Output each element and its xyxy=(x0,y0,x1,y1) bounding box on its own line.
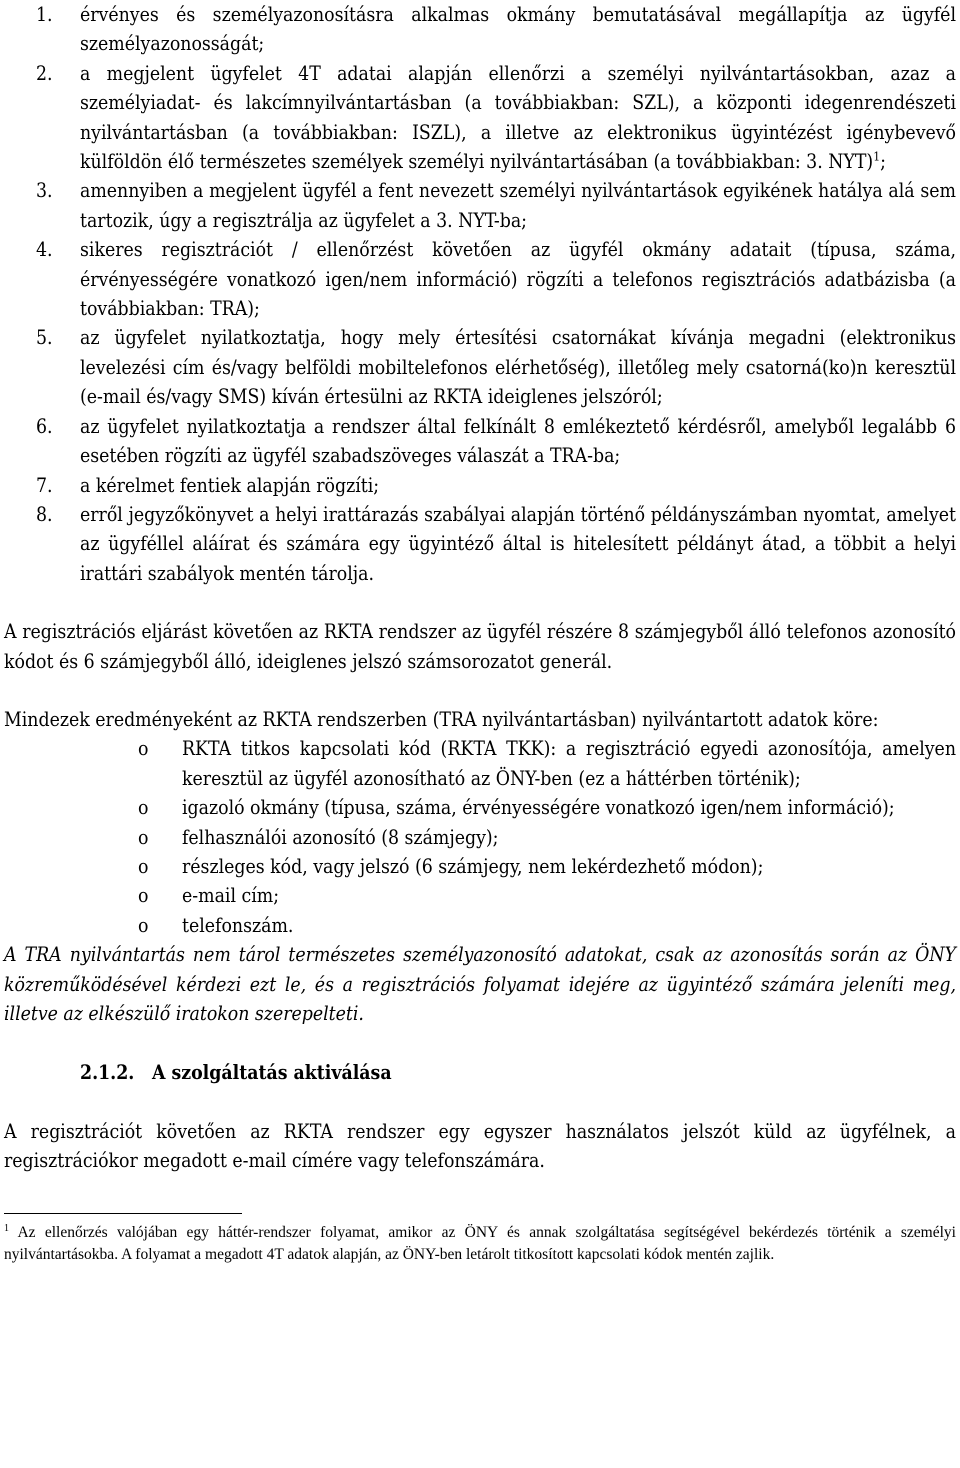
list-item xyxy=(0,176,960,235)
italic-note: A TRA nyilvántartás nem tárol természetes személyazonosító adatokat, csak az azonosítás során az ÖNY közreműködésével kérdezi ezt le, és a regisztrációs folyamat idejére az ügyintéző számára jeleníti meg, illetve az elkészülő iratokon szerepelteti. xyxy=(4,943,956,1025)
list-item xyxy=(0,911,960,940)
footnote-separator xyxy=(4,1213,242,1214)
list-item-number: 1. xyxy=(36,3,53,26)
list-item-number: 4. xyxy=(36,238,53,262)
list-item-text: felhasználói azonosító (8 számjegy); xyxy=(182,825,499,849)
paragraph-spacer xyxy=(0,676,960,705)
list-item xyxy=(0,852,960,881)
paragraph-spacer xyxy=(0,1088,960,1117)
list-item-text: az ügyfelet nyilatkoztatja, hogy mely értesítési csatornákat kívánja megadni (elektronikus levelezési cím és/vagy belföldi mobiltelefonos elérhetőség), illetőleg mely csatorná(ko)n keresztül (e-mail és/vagy SMS) kíván értesülni az RKTA ideiglenes jelszóról; xyxy=(80,326,956,409)
list-item-number: 7. xyxy=(36,473,53,497)
section-heading xyxy=(0,1058,960,1087)
list-item xyxy=(0,59,960,177)
footnote-text: Az ellenőrzés valójában egy háttér-rendszer folyamat, amikor az ÖNY és annak szolgáltatása segítségével bekérdezés történik a személyi nyilvántartásokba. A folyamat a megadott 4T adatok alapján, az ÖNY-ben letárolt titkosított kapcsolati kódok mentén zajlik. xyxy=(4,1223,956,1264)
bullet-marker: o xyxy=(138,854,149,878)
list-item-text: részleges kód, vagy jelszó (6 számjegy, nem lekérdezhető módon); xyxy=(182,854,764,878)
list-item xyxy=(0,323,960,411)
section-title: A szolgáltatás aktiválása xyxy=(152,1061,392,1085)
list-item xyxy=(0,235,960,323)
bullet-marker: o xyxy=(138,884,149,908)
bullet-marker: o xyxy=(138,825,149,849)
list-item xyxy=(0,500,960,588)
list-item-number: 3. xyxy=(36,179,53,203)
footnote-reference[interactable]: 1 xyxy=(873,149,881,164)
footnote-marker: 1 xyxy=(4,1222,9,1234)
footnote xyxy=(0,1222,960,1267)
list-item-number: 2. xyxy=(36,61,53,85)
list-item-number: 8. xyxy=(36,502,53,526)
list-item-text: sikeres regisztrációt / ellenőrzést követően az ügyfél okmány adatait (típusa, száma, érvényességére vonatkozó igen/nem információ) rögzíti a telefonos regisztrációs adatbázisba (a továbbiakban: TRA); xyxy=(80,238,956,321)
procedure-list xyxy=(0,0,960,588)
list-item-text: erről jegyzőkönyvet a helyi irattárazás szabályai alapján történő példányszámban nyomtat, amelyet az ügyféllel aláírat és számára egy ügyintéző által is hitelesített példányt átad, a többit a helyi irattári szabályok mentén tárolja. xyxy=(80,502,956,585)
list-item xyxy=(0,0,960,59)
bullet-marker: o xyxy=(138,796,149,820)
list-item-body: a megjelent ügyfelet 4T adatai alapján ellenőrzi a személyi nyilvántartásokban, azaz a személyiadat- és lakcímnyilvántartásban (a továbbiakban: SZL), a központi idegenrendészeti nyilvántartásban (a továbbiakban: ISZL), a illetve az elektronikus ügyintézést igénybevevő külföldön élő természetes személyek személyi nyilvántartásában (a továbbiakban: 3. NYT) xyxy=(80,61,956,174)
list-item-text: az ügyfelet nyilatkoztatja a rendszer által felkínált 8 emlékeztető kérdésről, amelyből legalább 6 esetében rögzíti az ügyfél szabadszöveges válaszát a TRA-ba; xyxy=(80,414,956,468)
list-item xyxy=(0,471,960,500)
activation-paragraph: A regisztrációt követően az RKTA rendszer egy egyszer használatos jelszót küld az ügyfélnek, a regisztrációkor megadott e-mail címére vagy telefonszámára. xyxy=(4,1119,956,1173)
list-item-text: RKTA titkos kapcsolati kód (RKTA TKK): a regisztráció egyedi azonosítója, amelyen keresztül az ügyfél azonosítható az ÖNY-ben (ez a háttérben történik); xyxy=(182,737,956,790)
bullet-marker: o xyxy=(138,737,149,761)
list-item-text: e-mail cím; xyxy=(182,884,280,908)
section-number: 2.1.2. xyxy=(80,1061,135,1085)
list-item-text: telefonszám. xyxy=(182,913,294,937)
list-item-text: amennyiben a megjelent ügyfél a fent nevezett személyi nyilvántartások egyikének hatálya alá sem tartozik, úgy a regisztrálja az ügyfelet a 3. NYT-ba; xyxy=(80,179,956,232)
bullet-marker: o xyxy=(138,913,149,937)
data-scope-list xyxy=(0,734,960,940)
list-item-text: a kérelmet fentiek alapján rögzíti; xyxy=(80,473,380,497)
list-item xyxy=(0,793,960,822)
data-scope-intro: Mindezek eredményeként az RKTA rendszerben (TRA nyilvántartásban) nyilvántartott adatok köre: xyxy=(4,707,879,731)
list-item-number: 5. xyxy=(36,326,53,350)
registration-paragraph: A regisztrációs eljárást követően az RKTA rendszer az ügyfél részére 8 számjegyből álló telefonos azonosító kódot és 6 számjegyből álló, ideiglenes jelszó számsorozatot generál. xyxy=(4,620,956,673)
list-item xyxy=(0,412,960,471)
list-item-text: érvényes és személyazonosításra alkalmas okmány bemutatásával megállapítja az ügyfél személyazonosságát; xyxy=(80,3,956,56)
list-item-text: igazoló okmány (típusa, száma, érvényességére vonatkozó igen/nem információ); xyxy=(182,796,895,820)
list-item-tail: ; xyxy=(880,150,886,174)
list-item xyxy=(0,881,960,910)
paragraph-spacer xyxy=(0,588,960,617)
list-item xyxy=(0,823,960,852)
list-item-number: 6. xyxy=(36,414,53,438)
list-item xyxy=(0,734,960,793)
list-item-text xyxy=(80,59,960,177)
